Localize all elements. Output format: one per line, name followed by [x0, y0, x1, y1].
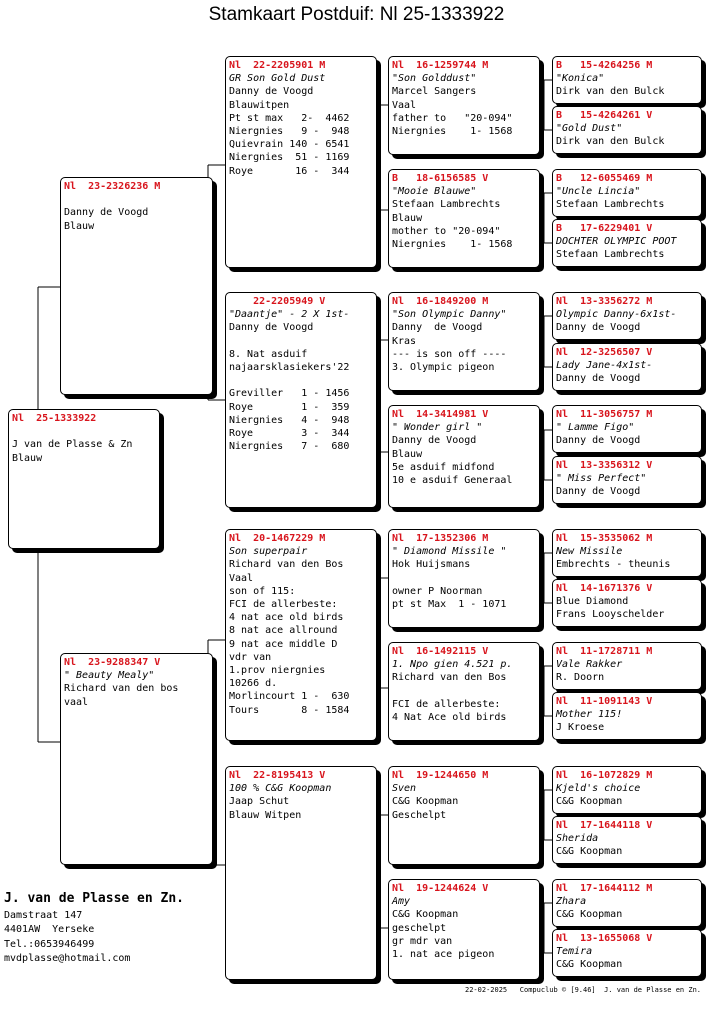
ring-number: Nl 17-1352306 M — [392, 533, 489, 544]
card-line: Tours 8 - 1584 — [229, 704, 350, 716]
card-line: Roye 16 - 344 — [229, 165, 350, 177]
card-line: R. Doorn — [556, 672, 605, 684]
g4-card-3 — [552, 169, 702, 217]
card-line: "Gold Dust" — [556, 123, 623, 135]
ring-number: Nl 25-1333922 — [12, 413, 97, 424]
card-line: Richard van den Bos — [392, 672, 507, 684]
card-line: Frans Looyschelder — [556, 609, 665, 621]
card-line: "Son Golddust" — [392, 73, 477, 85]
card-line: Niergnies 51 - 1169 — [229, 152, 350, 164]
g4-card-12 — [552, 692, 702, 740]
card-line — [64, 193, 209, 206]
mff-card — [388, 529, 540, 628]
ring-number: Nl 13-3356312 V — [556, 460, 653, 471]
card-line: Roye 3 - 344 — [229, 428, 350, 439]
card-line: C&G Koopman — [556, 959, 623, 971]
g4-card-6 — [552, 343, 702, 391]
mmf-card — [388, 766, 540, 865]
card-line: Geschelpt — [392, 809, 447, 821]
mm-card — [225, 766, 377, 980]
card-line: owner P Noorman — [392, 585, 483, 597]
card-line: Vaal — [392, 99, 417, 111]
card-line: New Missile — [556, 546, 623, 558]
ring-number: Nl 16-1849200 M — [392, 296, 489, 307]
ring-number: Nl 12-3256507 V — [556, 347, 653, 358]
card-line: Morlincourt 1 - 630 — [229, 691, 350, 703]
card-line: mother to "20-094" — [392, 225, 501, 237]
ring-number: 22-2205949 V — [229, 296, 326, 307]
owner-city: 4401AW Yerseke — [4, 924, 95, 936]
card-line: Stefaan Lambrechts — [392, 199, 501, 211]
card-line: 9 nat ace middle D — [229, 638, 338, 650]
card-line: Greviller 1 - 1456 — [229, 388, 350, 400]
card-line: Danny de Voogd — [392, 322, 483, 334]
card-line: 4 Nat Ace old birds — [392, 712, 507, 723]
card-line: Blauw — [392, 212, 423, 224]
g4-card-11 — [552, 642, 702, 690]
card-line: 100 % C&G Koopman — [229, 783, 332, 795]
ring-number: Nl 14-3414981 V — [392, 409, 489, 420]
ring-number: Nl 14-1671376 V — [556, 583, 653, 594]
card-line: "Konica" — [556, 73, 605, 85]
card-line: Embrechts - theunis — [556, 559, 671, 571]
card-line: 8 nat ace allround — [229, 625, 338, 637]
card-line: "Son Olympic Danny" — [392, 309, 507, 321]
card-line: Blauw — [12, 452, 43, 464]
card-line: 1. nat ace pigeon — [392, 949, 495, 961]
g4-card-8 — [552, 456, 702, 504]
mf-card — [225, 529, 377, 741]
card-line: DOCHTER OLYMPIC POOT — [556, 236, 677, 248]
card-line: Danny de Voogd — [229, 86, 314, 98]
card-line: Vaal — [229, 572, 254, 584]
card-line: Richard van den bos — [64, 683, 179, 695]
ring-number: Nl 11-1091143 V — [556, 696, 653, 707]
card-line: "Daantje" - 2 X 1st- — [229, 309, 350, 321]
ring-number: Nl 17-1644118 V — [556, 820, 653, 831]
g4-card-4 — [552, 219, 702, 267]
card-line: " Miss Perfect" — [556, 473, 647, 485]
card-line: " Lamme Figo" — [556, 422, 635, 434]
ring-number: Nl 16-1259744 M — [392, 60, 489, 71]
card-line: Quievrain 140 - 6541 — [229, 139, 350, 151]
ffm-card — [388, 169, 540, 268]
card-line: 10 e asduif Generaal — [392, 475, 513, 487]
card-line: " Wonder girl " — [392, 422, 483, 434]
card-line: pt st Max 1 - 1071 — [392, 599, 507, 610]
ring-number: Nl 23-9288347 V — [64, 657, 161, 668]
fmm-card — [388, 405, 540, 508]
card-line: Amy — [392, 896, 411, 908]
ring-number: Nl 19-1244650 M — [392, 770, 489, 781]
father-card — [60, 177, 213, 395]
card-line: vaal — [64, 696, 89, 708]
ring-number: Nl 23-2326236 M — [64, 181, 161, 192]
card-line: Niergnies 1- 1568 — [392, 239, 513, 251]
card-line: 8. Nat asduif — [229, 348, 308, 360]
card-line: Danny de Voogd — [392, 435, 477, 447]
ff-card — [225, 56, 377, 268]
card-line: Danny de Voogd — [556, 435, 641, 447]
ring-number: B 15-4264256 M — [556, 60, 653, 71]
card-line: J van de Plasse & Zn — [12, 439, 133, 451]
card-line: Olympic Danny-6x1st- — [556, 309, 677, 321]
owner-street: Damstraat 147 — [4, 910, 83, 921]
card-line: Dirk van den Bulck — [556, 136, 665, 148]
owner-phone: Tel.:0653946499 — [4, 938, 95, 950]
card-line: Kjeld's choice — [556, 783, 641, 795]
ring-number: Nl 16-1492115 V — [392, 646, 489, 657]
card-line: 1.prov niergnies — [229, 665, 326, 677]
g4-card-2 — [552, 106, 702, 154]
card-line: Danny de Voogd — [229, 322, 314, 334]
card-line: son of 115: — [229, 585, 296, 597]
fm-card — [225, 292, 377, 508]
ring-number: Nl 20-1467229 M — [229, 533, 326, 544]
card-line: FCI de allerbeste: — [229, 599, 338, 611]
owner-email: mvdplasse@hotmail.com — [4, 952, 131, 964]
card-line: Temira — [556, 946, 593, 958]
g4-card-7 — [552, 405, 702, 453]
card-line: Blauw Witpen — [229, 809, 302, 821]
card-line: C&G Koopman — [392, 796, 459, 808]
subject-pigeon-card — [8, 409, 160, 549]
g4-card-10 — [552, 579, 702, 627]
ring-number: Nl 13-1655068 V — [556, 933, 653, 944]
g4-card-1 — [552, 56, 702, 104]
fff-card — [388, 56, 540, 155]
card-line: Sherida — [556, 833, 599, 845]
card-line — [392, 685, 536, 698]
g4-card-13 — [552, 766, 702, 814]
card-line — [392, 572, 536, 585]
card-line: "Mooie Blauwe" — [392, 186, 477, 198]
card-line — [12, 425, 156, 438]
card-line: Niergnies 9 - 948 — [229, 126, 350, 138]
mother-card — [60, 653, 213, 865]
card-line: Jaap Schut — [229, 796, 290, 808]
card-line: Stefaan Lambrechts — [556, 199, 665, 211]
mfm-card — [388, 642, 540, 741]
footer-credit: 22-02-2025 Compuclub © [9.46] J. van de Plasse en Zn. — [465, 986, 702, 994]
ring-number: Nl 22-8195413 V — [229, 770, 326, 781]
card-line: Danny de Voogd — [556, 322, 641, 334]
card-line: --- is son off ---- — [392, 348, 507, 360]
card-line: vdr van — [229, 651, 272, 663]
card-line: Zhara — [556, 896, 587, 908]
card-line: C&G Koopman — [392, 909, 459, 921]
card-line: gr mdr van — [392, 935, 453, 947]
ring-number: Nl 11-3056757 M — [556, 409, 653, 420]
card-line: " Diamond Missile " — [392, 546, 507, 558]
card-line: Blauw — [64, 220, 95, 232]
card-line: 5e asduif midfond — [392, 461, 495, 473]
card-line: father to "20-094" — [392, 112, 513, 124]
card-line: Blauwitpen — [229, 99, 290, 111]
ring-number: B 12-6055469 M — [556, 173, 653, 184]
card-line: Sven — [392, 783, 417, 795]
ring-number: Nl 16-1072829 M — [556, 770, 653, 781]
card-line: geschelpt — [392, 922, 447, 934]
ring-number: Nl 17-1644112 M — [556, 883, 653, 894]
card-line: Blauw — [392, 448, 423, 460]
g4-card-5 — [552, 292, 702, 340]
card-line: " Beauty Mealy" — [64, 670, 155, 682]
owner-address-block — [4, 889, 184, 966]
ring-number: Nl 11-1728711 M — [556, 646, 653, 657]
card-line: Roye 1 - 359 — [229, 401, 350, 413]
ring-number: Nl 13-3356272 M — [556, 296, 653, 307]
card-line: GR Son Gold Dust — [229, 73, 326, 85]
card-line: Niergnies 4 - 948 — [229, 414, 350, 426]
card-line: Marcel Sangers — [392, 86, 477, 98]
g4-card-9 — [552, 529, 702, 577]
g4-card-14 — [552, 816, 702, 864]
card-line: Kras — [392, 335, 417, 347]
card-line: Stefaan Lambrechts — [556, 249, 665, 261]
card-line: Richard van den Bos — [229, 559, 344, 571]
g4-card-16 — [552, 929, 702, 977]
card-line: 4 nat ace old birds — [229, 612, 344, 624]
card-line: "Uncle Lincia" — [556, 186, 641, 198]
card-line: Hok Huijsmans — [392, 559, 471, 571]
card-line: najaarsklasiekers'22 — [229, 362, 350, 373]
card-line: FCI de allerbeste: — [392, 698, 501, 710]
card-line: Danny de Voogd — [556, 486, 641, 498]
card-line: Danny de Voogd — [556, 373, 641, 385]
card-line: 10266 d. — [229, 678, 278, 690]
card-line — [229, 374, 373, 387]
card-line: Lady Jane-4x1st- — [556, 360, 653, 372]
card-line — [229, 335, 373, 348]
g4-card-15 — [552, 879, 702, 927]
card-line: C&G Koopman — [556, 796, 623, 808]
ring-number: Nl 15-3535062 M — [556, 533, 653, 544]
card-line: Mother 115! — [556, 709, 623, 721]
card-line: Dirk van den Bulck — [556, 86, 665, 98]
fmf-card — [388, 292, 540, 391]
card-line: C&G Koopman — [556, 846, 623, 858]
card-line: 3. Olympic pigeon — [392, 362, 495, 374]
card-line: 1. Npo gien 4.521 p. — [392, 659, 513, 671]
mmm-card — [388, 879, 540, 980]
ring-number: B 15-4264261 V — [556, 110, 653, 121]
page-title: Stamkaart Postduif: Nl 25-1333922 — [208, 4, 505, 25]
owner-name: J. van de Plasse en Zn. — [4, 891, 185, 906]
card-line: Pt st max 2- 4462 — [229, 112, 350, 124]
card-line: C&G Koopman — [556, 909, 623, 921]
ring-number: B 17-6229401 V — [556, 223, 653, 234]
ring-number: Nl 22-2205901 M — [229, 60, 326, 71]
card-line: Blue Diamond — [556, 596, 629, 608]
ring-number: Nl 19-1244624 V — [392, 883, 489, 894]
card-line: J Kroese — [556, 722, 605, 734]
card-line: Vale Rakker — [556, 659, 623, 671]
card-line: Niergnies 1- 1568 — [392, 126, 513, 138]
card-line: Niergnies 7 - 680 — [229, 441, 350, 453]
ring-number: B 18-6156585 V — [392, 173, 489, 184]
card-line: Son superpair — [229, 546, 308, 558]
card-line: Danny de Voogd — [64, 207, 149, 219]
